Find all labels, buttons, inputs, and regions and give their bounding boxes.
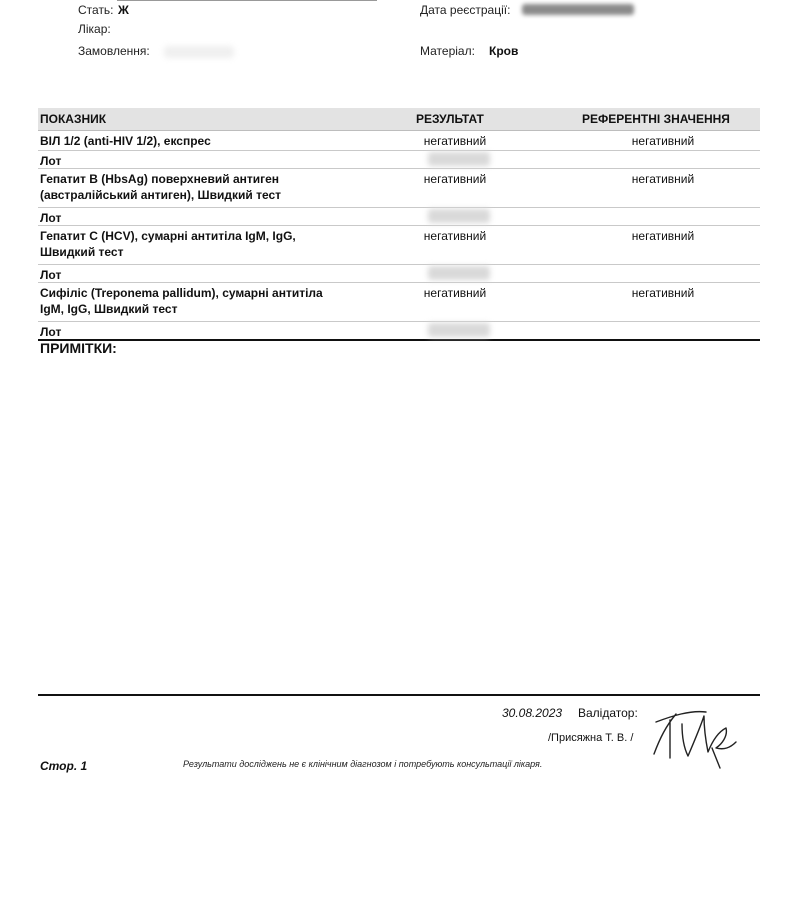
page-number: Стор. 1 xyxy=(40,759,88,773)
test-reference: негативний xyxy=(631,286,695,300)
column-reference: РЕФЕРЕНТНІ ЗНАЧЕННЯ xyxy=(582,112,730,126)
lot-label: Лот xyxy=(40,154,62,168)
test-result: негативний xyxy=(423,172,487,186)
table-row xyxy=(38,265,760,283)
sex-value: Ж xyxy=(118,3,129,17)
lot-value-redacted xyxy=(428,323,490,337)
table-row xyxy=(38,151,760,169)
validator-name: /Присяжна Т. В. / xyxy=(548,732,634,744)
test-reference: негативний xyxy=(631,229,695,243)
table-row xyxy=(38,226,760,265)
validator-label: Валідатор: xyxy=(578,706,638,720)
table-row xyxy=(38,283,760,322)
doctor-label: Лікар: xyxy=(78,22,111,36)
column-result: РЕЗУЛЬТАТ xyxy=(416,112,484,126)
table-row xyxy=(38,208,760,226)
disclaimer-text: Результати досліджень не є клінічним діагнозом і потребують консультації лікаря. xyxy=(183,759,543,769)
sex-label: Стать: xyxy=(78,3,114,17)
test-name: Сифіліс (Treponema pallidum), сумарні антитіла IgM, IgG, Швидкий тест xyxy=(40,286,323,316)
test-reference: негативний xyxy=(631,172,695,186)
test-name: Гепатит В (HbsAg) поверхневий антиген (австралійський антиген), Швидкий тест xyxy=(40,172,282,202)
table-row xyxy=(38,131,760,151)
order-value-redacted xyxy=(164,46,234,58)
table-row xyxy=(38,169,760,208)
registration-date-label: Дата реєстрації: xyxy=(420,3,511,17)
order-label: Замовлення: xyxy=(78,44,150,58)
top-divider xyxy=(117,0,377,1)
results-table xyxy=(38,108,760,341)
lot-value-redacted xyxy=(428,152,490,166)
test-result: негативний xyxy=(423,229,487,243)
test-name: ВІЛ 1/2 (anti-HIV 1/2), експрес xyxy=(40,134,211,148)
table-row xyxy=(38,322,760,339)
lot-label: Лот xyxy=(40,325,62,339)
validation-date: 30.08.2023 xyxy=(502,706,563,720)
registration-date-redacted xyxy=(522,4,634,15)
lot-label: Лот xyxy=(40,211,62,225)
test-name: Гепатит С (HCV), сумарні антитіла IgM, IgG, Швидкий тест xyxy=(40,229,296,259)
test-result: негативний xyxy=(423,286,487,300)
lot-value-redacted xyxy=(428,266,490,280)
material-value: Кров xyxy=(489,44,519,58)
column-indicator: ПОКАЗНИК xyxy=(40,112,107,126)
lot-label: Лот xyxy=(40,268,62,282)
test-result: негативний xyxy=(423,134,487,148)
table-header xyxy=(38,108,760,131)
notes-title: ПРИМІТКИ: xyxy=(40,340,117,356)
footer-divider xyxy=(38,694,760,696)
lot-value-redacted xyxy=(428,209,490,223)
signature-image xyxy=(646,702,742,772)
test-reference: негативний xyxy=(631,134,695,148)
material-label: Матеріал: xyxy=(420,44,475,58)
